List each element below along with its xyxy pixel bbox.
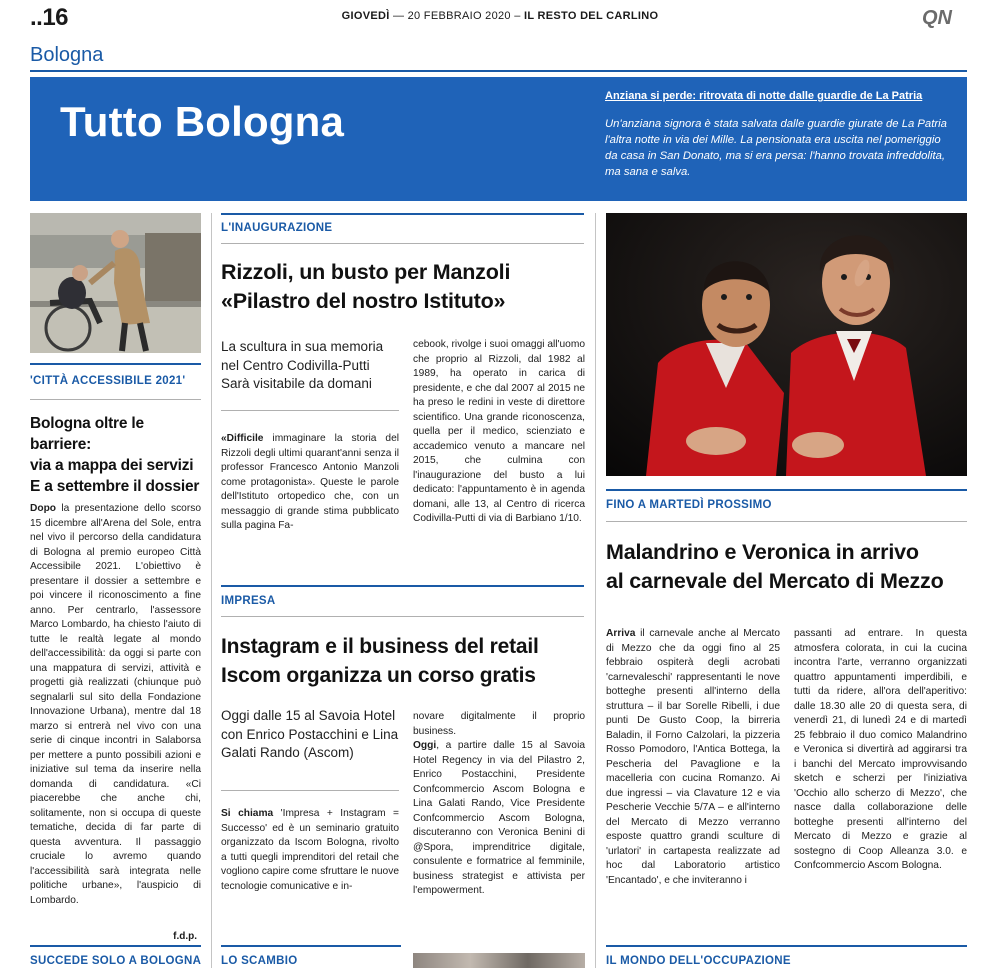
kicker-rule	[221, 585, 584, 587]
article-instagram-col2	[413, 710, 585, 899]
article-lead: «Difficile	[221, 433, 264, 444]
dateline	[300, 10, 700, 22]
qn-logo	[922, 6, 966, 28]
divider	[30, 399, 201, 400]
headline-line: Iscom organizza un corso gratis	[221, 664, 536, 687]
banner-news-link[interactable]: Anziana si perde: ritrovata di notte dalle guardie de La Patria	[605, 90, 923, 102]
kicker-rule	[30, 363, 201, 365]
wheelchair-photo	[30, 213, 201, 353]
dateline-date: — 20 FEBBRAIO 2020 –	[389, 10, 524, 22]
kicker-rule	[221, 213, 584, 215]
article-text: , a partire dalle 15 al Savoia Hotel Regency in via del Pilastro 2, Enrico Postacchini, Presidente Confcommercio Ascom Bologna e Lina Galati Rando, Vice Presidente Confcommercio Ascom Bologna, discuteranno con Veronica Benini di @Spora, imprenditrice digitale, consulente e formatrice al femminile, business strategist e attivista per l'empowerment.	[413, 740, 585, 896]
kicker-succede: SUCCEDE SOLO A BOLOGNA	[30, 955, 202, 967]
article-lead: Arriva	[606, 628, 636, 639]
qn-logo-text: QN	[922, 7, 952, 28]
clowns-photo	[606, 213, 967, 476]
dateline-day: GIOVEDÌ	[341, 10, 390, 22]
banner-title: Tutto Bologna	[60, 98, 345, 145]
kicker-inaugurazione: L'INAUGURAZIONE	[221, 222, 333, 234]
article-carnevale-col1	[606, 627, 780, 888]
article-carnevale-col2: passanti ad entrare. In questa atmosfera colorata, in cui la cucina incontra l'arte, verranno organizzati quattro appuntamenti imperdibili, e tutti da ridere, all'ora dell'aperitivo: dalle 18.30 alle 20 di questa sera, di venerdì 21, di lunedì 24 e di martedì 25 febbraio il duo comico Malandrino e Veronica si divertirà ad aggirarsi tra i banchi del Mercato improvvisando sketch e scherzi per l'iniziativa 'Occhio allo scherzo di Mezzo', che nasce dalla collaborazione delle botteghe presenti all'interno del Mercato di Mezzo e grazie al sostegno di Coop Alleanza 3.0. e Confcommercio Ascom Bologna.	[794, 628, 967, 871]
divider	[221, 790, 399, 791]
headline-line: E a settembre il dossier	[30, 478, 200, 495]
scambio-photo	[413, 953, 585, 968]
kicker-occupazione: IL MONDO DELL'OCCUPAZIONE	[606, 955, 791, 967]
page-number: ..16	[30, 4, 69, 31]
section-city: Bologna	[30, 44, 104, 66]
headline-line: via a mappa dei servizi	[30, 457, 194, 474]
dateline-paper: IL RESTO DEL CARLINO	[523, 10, 659, 22]
headline-line: Malandrino e Veronica in arrivo	[606, 540, 919, 564]
kicker-lo-scambio: LO SCAMBIO	[221, 955, 298, 967]
article-lead: Oggi	[413, 740, 437, 751]
summary-rizzoli: La scultura in sua memoria nel Centro Codivilla-Putti Sarà visitabile da domani	[221, 339, 384, 391]
article-text: il carnevale anche al Mercato di Mezzo che da oggi fino al 25 febbraio ospiterà degli acrobati 'carnevaleschi' rappresentanti le nove botteghe presenti all'interno della struttura – il bar Sorelle Ribelli, i due punti De Gusto Coop, la birreria Baladin, il Forno Calzolari, la pizzeria Rosso Pomodoro, l'Antica Bottega, la Pescheria del Pavaglione e la macelleria con cucina Romanzo. Ai due ingressi – via Clavature 12 e via Pescherie Vecchie 5/7A – e all'interno del Mercato di Mezzo verranno esposte quattro grandi sculture di 'urlatori' in cartapesta realizzate ad hoc dal Laboratorio artistico 'Encantado', e che inviteranno i	[606, 628, 780, 886]
headline-line: Bologna oltre le barriere:	[30, 415, 144, 453]
kicker-rule	[606, 489, 967, 491]
divider	[221, 243, 584, 244]
headline-accessibile	[30, 413, 205, 497]
banner-news-text: Un'anziana signora è stata salvata dalle guardie giurate de La Patria l'altra notte in via dei Mille. La pensionata era uscita nel pomeriggio da casa in San Donato, ma si era persa: l'hanno trovata infreddolita, ma sana e salva.	[605, 118, 947, 178]
headline-line: Instagram e il business del retail	[221, 635, 539, 658]
divider	[221, 410, 399, 411]
article-text: 'Impresa + Instagram = Successo' ed è un seminario gratuito organizzato da Iscom Bologna, rivolto a tutti quegli imprenditori del retail che vogliono capire come sfruttare le nuove tecnologie comunicative e in-	[221, 808, 399, 892]
headline-instagram	[221, 632, 591, 690]
header-rule	[30, 70, 967, 72]
kicker-rule	[30, 945, 201, 947]
summary-instagram: Oggi dalle 15 al Savoia Hotel con Enrico Postacchini e Lina Galati Rando (Ascom)	[221, 708, 399, 760]
kicker-rule	[221, 945, 401, 947]
article-lead: Dopo	[30, 503, 57, 514]
article-text: immaginare la storia del Rizzoli degli ultimi quarant'anni senza il professor Francesco Antonio Manzoli come protagonista». Queste le parole dell'Istituto ortopedico che, con un messaggio di grande stima pubblicato sulla pagina Fa-	[221, 433, 399, 531]
headline-carnevale	[606, 538, 976, 596]
headline-rizzoli	[221, 258, 591, 316]
article-rizzoli-col2: cebook, rivolge i suoi omaggi all'uomo che proprio al Rizzoli, dal 1982 al 1989, ha operato in carica di presidente, e che dal 2007 al 2015 ne ha preso le redini in veste di direttore scientifico. Una grande riconoscenza, quella per il medico, scienziato e accademico venuto a mancare nel 2015, che culmina con l'inaugurazione del busto a lui dedicato: l'appuntamento è in agenda domani, alle 13, al Centro di ricerca Codivilla-Putti di via di Barbiano 1/10.	[413, 339, 585, 524]
article-lead: Si chiama	[221, 808, 274, 819]
headline-line: Rizzoli, un busto per Manzoli	[221, 260, 511, 284]
divider	[606, 521, 967, 522]
column-rule	[211, 213, 212, 968]
column-rule	[595, 213, 596, 968]
article-text: novare digitalmente il proprio business.	[413, 711, 585, 737]
kicker-fino-a-martedi: FINO A MARTEDÌ PROSSIMO	[606, 499, 772, 511]
kicker-impresa: IMPRESA	[221, 595, 276, 607]
kicker-rule	[606, 945, 967, 947]
divider	[221, 616, 584, 617]
article-text: la presentazione dello scorso 15 dicembre all'Arena del Sole, entra nel vivo il percorso della candidatura di Bologna al premio europeo Città Accessibile 2021. L'obiettivo è presentare il dossier a settembre e poi vincere il riconoscimento a fine anno. Per centrarlo, l'assessore Marco Lombardo, ha chiesto l'aiuto di tutte le realtà legate al mondo dell'accessibilità: da oggi si parte con una mappatura di servizi, attività e progetti già realizzati (chiunque può segnalarli sul sito della Fondazione Innovazione Urbana), mentre dal 18 marzo si entrerà nel vivo con una serie di cinque incontri in Salaborsa per mettere a punto possibili azioni e iniziative sul tema da inserire nella domanda di candidatura. «Ci piacerebbe che anche chi, solitamente, non si occupa di queste tematiche, decida di far parte di questa avventura. Il passaggio cruciale lo avremo quando l'accessibilità sarà integrata nelle politiche urbane», l'auspicio di Lombardo.	[30, 503, 201, 906]
article-instagram-col1	[221, 807, 399, 894]
article-accessibile-body	[30, 502, 201, 908]
kicker-citta-accessibile: 'CITTÀ ACCESSIBILE 2021'	[30, 375, 186, 387]
headline-line: al carnevale del Mercato di Mezzo	[606, 569, 944, 593]
headline-line: «Pilastro del nostro Istituto»	[221, 289, 506, 313]
article-rizzoli-col1	[221, 432, 399, 534]
byline: f.d.p.	[173, 931, 197, 942]
